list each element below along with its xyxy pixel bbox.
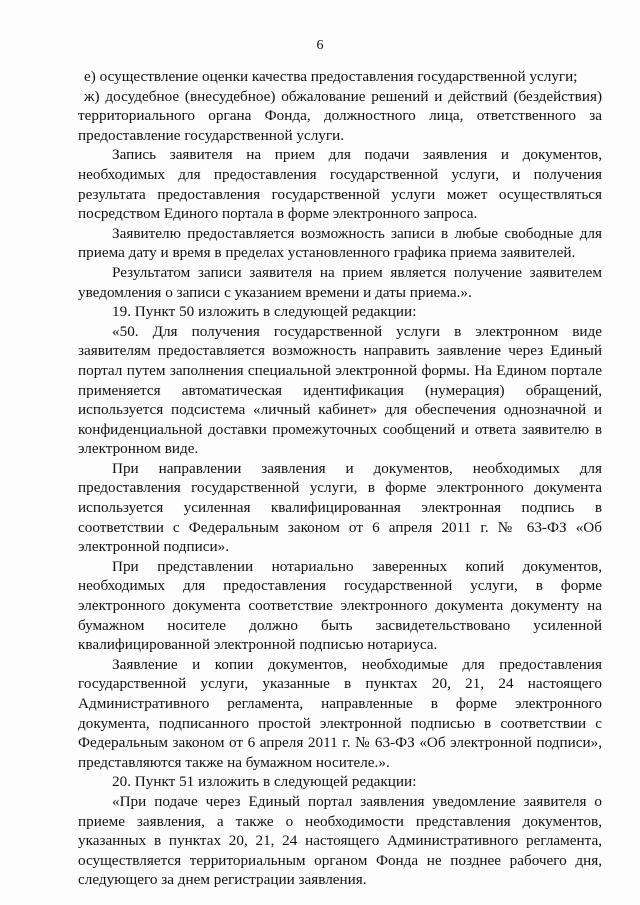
paragraph-free-slots: Заявителю предоставляется возможность записи в любые свободные для приема дату и время в пределах установленного графика приема заявителей. (78, 224, 602, 262)
page-number: 6 (316, 38, 324, 53)
paragraph-appointment-booking: Запись заявителя на прием для подачи заявления и документов, необходимых для предоставления государственной услуги, и получения результата предоставления государственной услуги может осуществляться посредством Единого портала в форме электронного запроса. (78, 146, 602, 223)
paragraph-notarized-copies: При представлении нотариально заверенных копий документов, необходимых для предоставления государственной услуги, в форме электронного документа соответствие электронного документа документу на бумажном носителе должно быть засвидетельствовано усиленной квалифицированной электронной подписью нотариуса. (78, 557, 602, 654)
paragraph-simple-signature: Заявление и копии документов, необходимые для предоставления государственной услуги, указанные в пунктах 20, 21, 24 настоящего Административного регламента, направленные в форме электронного документа, подписанного простой электронной подписью в соответствии с Федеральным законом от 6 апреля 2011 г. № 63-ФЗ «Об электронной подписи», представляются также на бумажном носителе.». (78, 655, 602, 771)
paragraph-electronic-signature: При направлении заявления и документов, необходимых для предоставления государственной услуги, в форме электронного документа используется усиленная квалифицированная электронная подпись в соответствии с Федеральным законом от 6 апреля 2011 г. № 63-ФЗ «Об электронной подписи». (78, 459, 602, 556)
paragraph-booking-result: Результатом записи заявителя на прием является получение заявителем уведомления о записи с указанием времени и даты приема.». (78, 263, 602, 301)
paragraph-clause-51: «При подаче через Единый портал заявления уведомление заявителя о приеме заявления, а также о необходимости представления документов, указанных в пунктах 20, 21, 24 настоящего Административного регламента, осуществляется территориальным органом Фонда не позднее рабочего дня, следующего за днем регистрации заявления. (78, 792, 602, 889)
paragraph-item-e: е) осуществление оценки качества предоставления государственной услуги; (84, 68, 578, 85)
document-body (78, 67, 602, 890)
paragraph-item-20: 20. Пункт 51 изложить в следующей редакции: (112, 773, 417, 791)
paragraph-clause-50: «50. Для получения государственной услуги в электронном виде заявителям предоставляется возможность направить заявление через Единый портал путем заполнения специальной электронной формы. На Едином портале применяется автоматическая идентификация (нумерация) обращений, используется подсистема «личный кабинет» для обеспечения однозначной и конфиденциальной доставки промежуточных сообщений и ответа заявителю в электронном виде. (78, 322, 602, 458)
paragraph-item-zh: ж) досудебное (внесудебное) обжалование решений и действий (бездействия) территориального органа Фонда, должностного лица, ответственного за предоставление государственной услуги. (78, 87, 602, 144)
paragraph-item-19: 19. Пункт 50 изложить в следующей редакции: (112, 303, 417, 321)
